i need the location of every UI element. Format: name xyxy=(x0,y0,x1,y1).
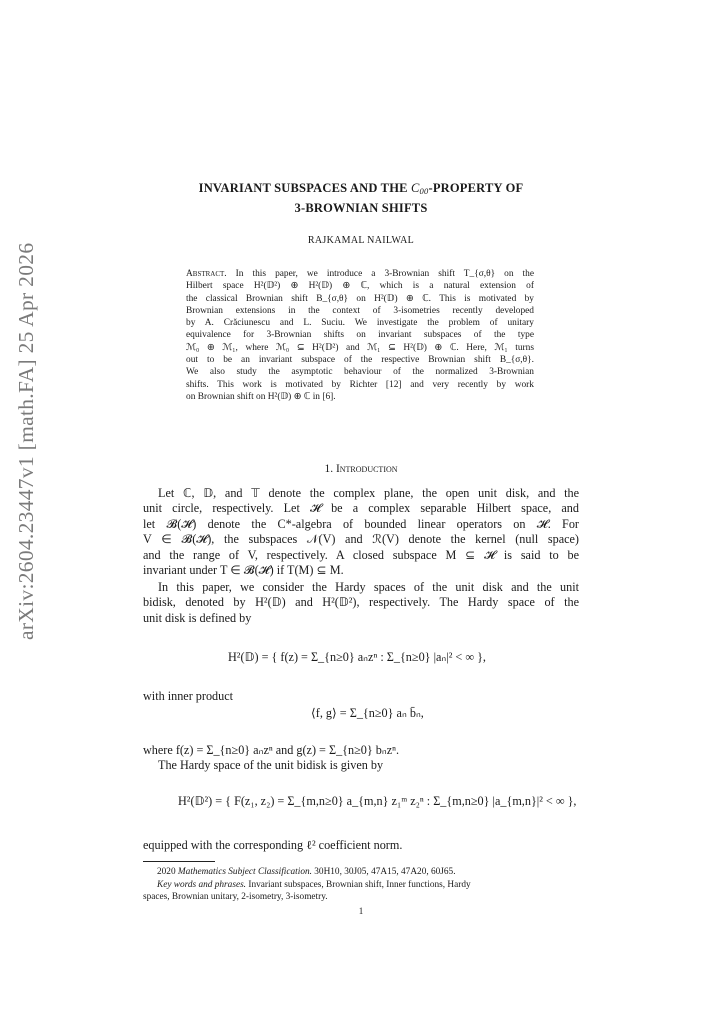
abstract-line: out to be an invariant subspace of the respective Brownian shift B_{σ,θ}. xyxy=(186,355,534,366)
title-c-symbol: C xyxy=(411,181,420,195)
abstract-line: equivalence for 3-Brownian shifts on invariant subspaces of the type xyxy=(186,330,534,341)
section-number: 1. xyxy=(324,463,334,475)
equation-inner-product: ⟨f, g⟩ = Σ_{n≥0} aₙ b̄ₙ, xyxy=(311,706,424,720)
title-line-1-prefix: INVARIANT SUBSPACES AND THE xyxy=(198,181,411,195)
keywords-line-1: Invariant subspaces, Brownian shift, Inner functions, Hardy xyxy=(248,879,471,890)
paragraph-line: bidisk, denoted by H²(𝔻) and H²(𝔻²), respectively. The Hardy space of the xyxy=(143,595,579,610)
title-line-2: 3-BROWNIAN SHIFTS xyxy=(294,201,428,215)
text-equipped-line: equipped with the corresponding ℓ² coefficient norm. xyxy=(143,838,403,852)
section-title: Introduction xyxy=(335,463,398,475)
paragraph-line: In this paper, we consider the Hardy spaces of the unit disk and the unit xyxy=(158,580,579,594)
equation-hardy-bidisk: H²(𝔻²) = { F(z₁, z₂) = Σ_{m,n≥0} a_{m,n} z₁ᵐ z₂ⁿ : Σ_{m,n≥0} |a_{m,n}|² < ∞ }, xyxy=(178,794,577,808)
paper-title xyxy=(143,180,579,217)
paragraph-2 xyxy=(143,580,579,626)
text-where xyxy=(143,743,579,774)
msc-codes: 30H10, 30J05, 47A15, 47A20, 60J65. xyxy=(314,867,456,877)
page-number: 1 xyxy=(358,906,364,916)
text-inner-product xyxy=(143,689,579,704)
abstract-label: Abstract. xyxy=(186,269,227,279)
abstract-line xyxy=(186,268,534,280)
abstract-line: the classical Brownian shift B_{σ,θ} on H²(𝔻) ⊕ ℂ. This is motivated by xyxy=(186,293,534,304)
abstract-line: Hilbert space H²(𝔻²) ⊕ H²(𝔻) ⊕ ℂ, which is a natural extension of xyxy=(186,281,534,292)
title-c-subscript: 00 xyxy=(419,186,429,196)
paragraph-line: unit circle, respectively. Let 𝓗 be a complex separable Hilbert space, and xyxy=(143,501,579,516)
abstract xyxy=(186,268,534,403)
abstract-line: on Brownian shift on H²(𝔻) ⊕ ℂ in [6]. xyxy=(186,391,336,402)
abstract-line: We also study the asymptotic behaviour of the normalized 3-Brownian xyxy=(186,367,534,378)
abstract-line-text: In this paper, we introduce a 3-Brownian shift T_{σ,θ} on the xyxy=(235,269,534,279)
title-line-1 xyxy=(143,180,579,200)
footnotes xyxy=(143,866,579,904)
abstract-line: ℳ₀ ⊕ ℳ₁, where ℳ₀ ⊆ H²(𝔻²) and ℳ₁ ⊆ H²(𝔻) ⊕ ℂ. Here, ℳ₁ turns xyxy=(186,342,534,353)
abstract-line: shifts. This work is motivated by Richter [12] and very recently by work xyxy=(186,379,534,390)
paragraph-line: let 𝓑(𝓗) denote the C*-algebra of bounded linear operators on 𝓗. For xyxy=(143,516,579,531)
text-inner-product-line: with inner product xyxy=(143,689,234,703)
msc-year: 2020 xyxy=(157,867,176,877)
text-bidisk-line: The Hardy space of the unit bidisk is given by xyxy=(158,758,384,773)
equation-hardy-disk: H²(𝔻) = { f(z) = Σ_{n≥0} aₙzⁿ : Σ_{n≥0} |aₙ|² < ∞ }, xyxy=(228,650,486,664)
abstract-line: Brownian extensions in the context of 3-isometries recently developed xyxy=(186,305,534,316)
footnote-keywords xyxy=(143,879,579,892)
author-name: RAJKAMAL NAILWAL xyxy=(307,235,415,246)
footnote-msc xyxy=(143,866,579,879)
keywords-line-2: spaces, Brownian unitary, 2-isometry, 3-isometry. xyxy=(143,892,328,902)
msc-label: Mathematics Subject Classification. xyxy=(177,867,312,877)
arxiv-identifier-stamp: arXiv:2604.23447v1 [math.FA] 25 Apr 2026 xyxy=(14,242,38,640)
paragraph-line: Let ℂ, 𝔻, and 𝕋 denote the complex plane, the open unit disk, and the xyxy=(158,486,579,500)
paragraph-1 xyxy=(143,486,579,578)
text-equipped xyxy=(143,838,579,853)
keywords-label: Key words and phrases. xyxy=(157,879,247,890)
section-heading xyxy=(143,463,579,475)
paragraph-line: V ∈ 𝓑(𝓗), the subspaces 𝒩(V) and ℛ(V) denote the kernel (null space) xyxy=(143,532,579,547)
title-line-1-suffix: -PROPERTY OF xyxy=(428,181,524,195)
text-where-line: where f(z) = Σ_{n≥0} aₙzⁿ and g(z) = Σ_{n≥0} bₙzⁿ. xyxy=(143,743,400,757)
paragraph-line: invariant under T ∈ 𝓑(𝓗) if T(M) ⊆ M. xyxy=(143,562,344,577)
abstract-line: by A. Crăciunescu and L. Suciu. We investigate the problem of unitary xyxy=(186,318,534,329)
paragraph-line: and the range of V, respectively. A closed subspace M ⊆ 𝓗 is said to be xyxy=(143,547,579,562)
footnote-divider xyxy=(143,861,215,862)
paragraph-line: unit disk is defined by xyxy=(143,610,252,625)
